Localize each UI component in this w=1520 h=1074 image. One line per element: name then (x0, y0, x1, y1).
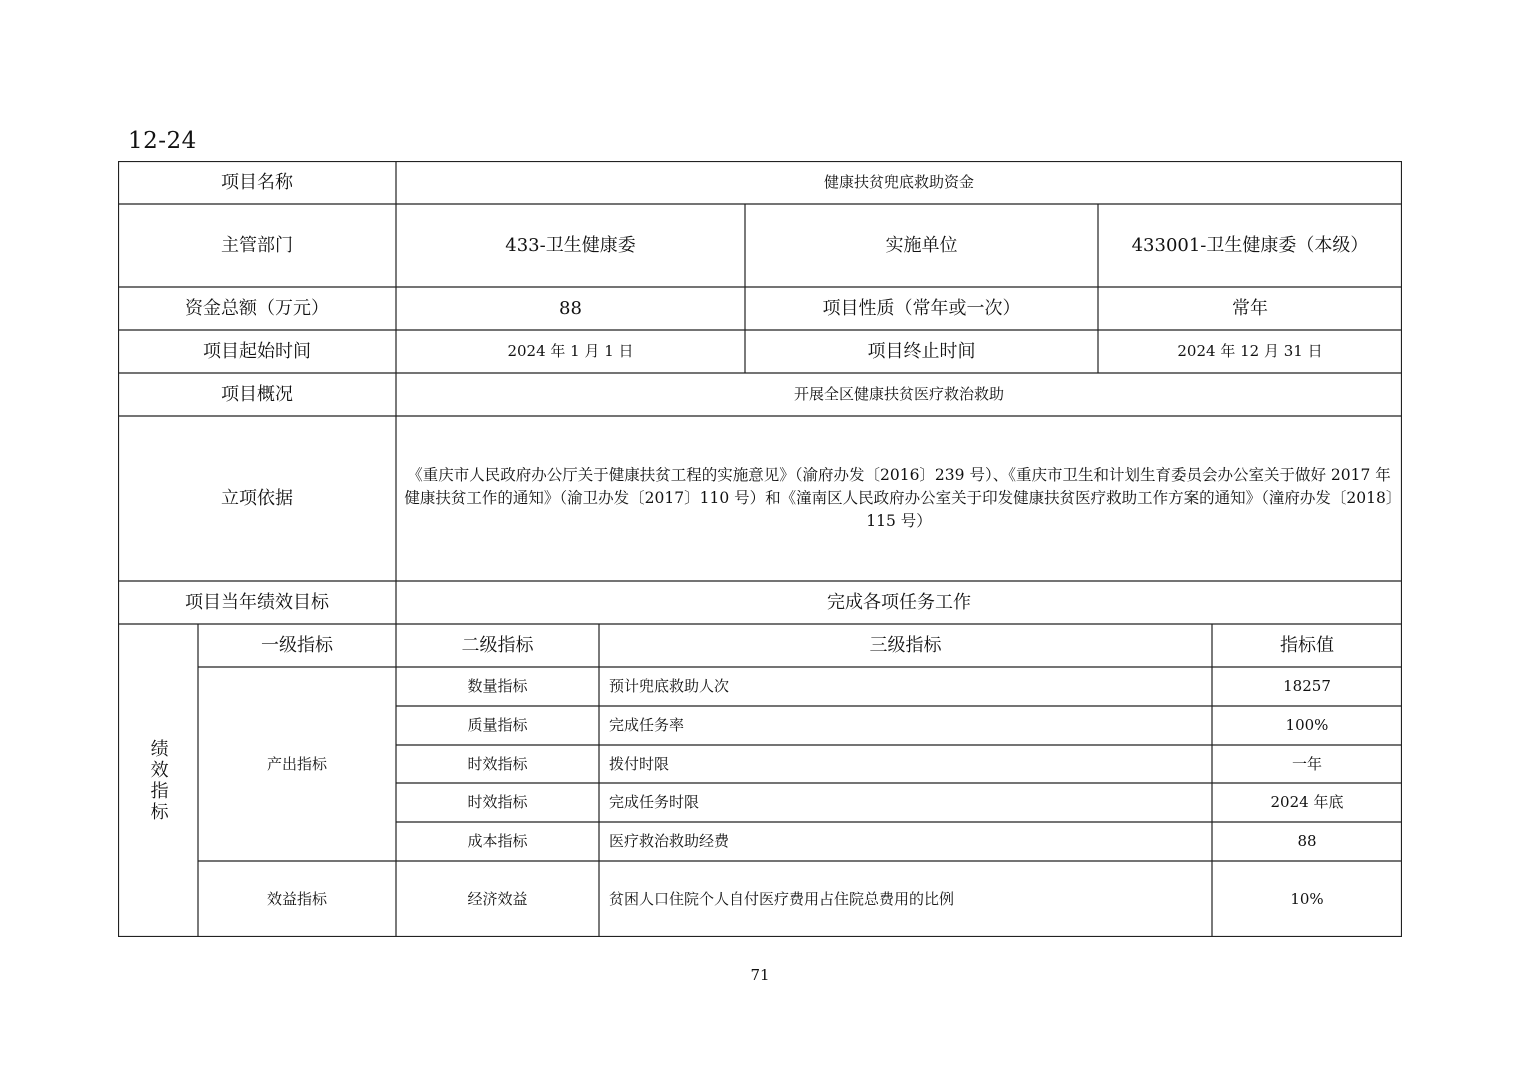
indicator-row-value: 100% (1285, 716, 1329, 734)
indicator-row-level3: 完成任务率 (609, 716, 685, 734)
project-name-label: 项目名称 (221, 171, 293, 193)
indicator-row-level2: 质量指标 (467, 716, 528, 734)
header-level1: 一级指标 (261, 634, 333, 656)
nature-value: 常年 (1232, 297, 1268, 319)
indicator-row-level2: 时效指标 (467, 754, 528, 773)
indicator-row-level2: 成本指标 (467, 832, 528, 850)
impl-label: 实施单位 (885, 234, 958, 256)
indicator-row-level3: 贫困人口住院个人自付医疗费用占住院总费用的比例 (609, 889, 955, 908)
indicator-row-value: 2024 年底 (1270, 793, 1344, 811)
overview-label: 项目概况 (221, 383, 293, 405)
output-indicator-label: 产出指标 (266, 754, 327, 773)
indicator-row-level2: 经济效益 (467, 889, 528, 908)
header-level3: 三级指标 (869, 634, 942, 656)
indicator-row-level3: 医疗救治救助经费 (609, 832, 730, 850)
header-level2: 二级指标 (461, 634, 534, 656)
indicator-row-value: 一年 (1291, 754, 1322, 773)
header-value: 指标值 (1280, 634, 1334, 656)
indicators-section-label-cell (118, 624, 198, 937)
dept-value: 433-卫生健康委 (505, 234, 636, 256)
basis-value: 《重庆市人民政府办公厅关于健康扶贫工程的实施意见》（渝府办发〔2016〕239 号）、《重庆市卫生和计划生育委员会办公室关于做好 2017 年健康扶贫工作的通知》（渝卫办发〔2017〕110 号）和《潼南区人民政府办公室关于印发健康扶贫医疗救助工作方案的通知》（潼府办发〔2018〕115 号） (404, 466, 1394, 530)
fund-label: 资金总额（万元） (185, 297, 329, 319)
fund-value: 88 (559, 297, 582, 319)
impl-value: 433001-卫生健康委（本级） (1131, 234, 1369, 256)
project-performance-table (118, 161, 1402, 937)
indicator-row-level2: 时效指标 (467, 793, 528, 811)
page-number: 71 (750, 966, 770, 984)
benefit-indicator-label: 效益指标 (266, 889, 327, 908)
basis-label: 立项依据 (221, 487, 293, 509)
start-value: 2024 年 1 月 1 日 (507, 342, 634, 360)
indicators-section-label: 绩效指标 (147, 738, 169, 823)
indicator-row-value: 18257 (1283, 677, 1331, 695)
goal-label: 项目当年绩效目标 (185, 591, 329, 613)
dept-label: 主管部门 (221, 234, 293, 256)
project-name-value: 健康扶贫兜底救助资金 (823, 173, 974, 191)
indicator-row-level2: 数量指标 (467, 677, 528, 695)
end-value: 2024 年 12 月 31 日 (1177, 342, 1323, 360)
indicator-row-value: 10% (1290, 889, 1324, 908)
start-label: 项目起始时间 (203, 340, 311, 362)
nature-label: 项目性质（常年或一次） (822, 297, 1021, 319)
indicator-row-level3: 预计兜底救助人次 (609, 677, 730, 695)
goal-value: 完成各项任务工作 (827, 591, 971, 613)
overview-value: 开展全区健康扶贫医疗救治救助 (793, 385, 1004, 403)
document-id: 12-24 (128, 128, 197, 154)
indicator-row-level3: 完成任务时限 (609, 793, 700, 811)
indicator-row-value: 88 (1297, 832, 1317, 850)
indicator-row-level3: 拨付时限 (609, 754, 670, 773)
end-label: 项目终止时间 (867, 340, 976, 362)
